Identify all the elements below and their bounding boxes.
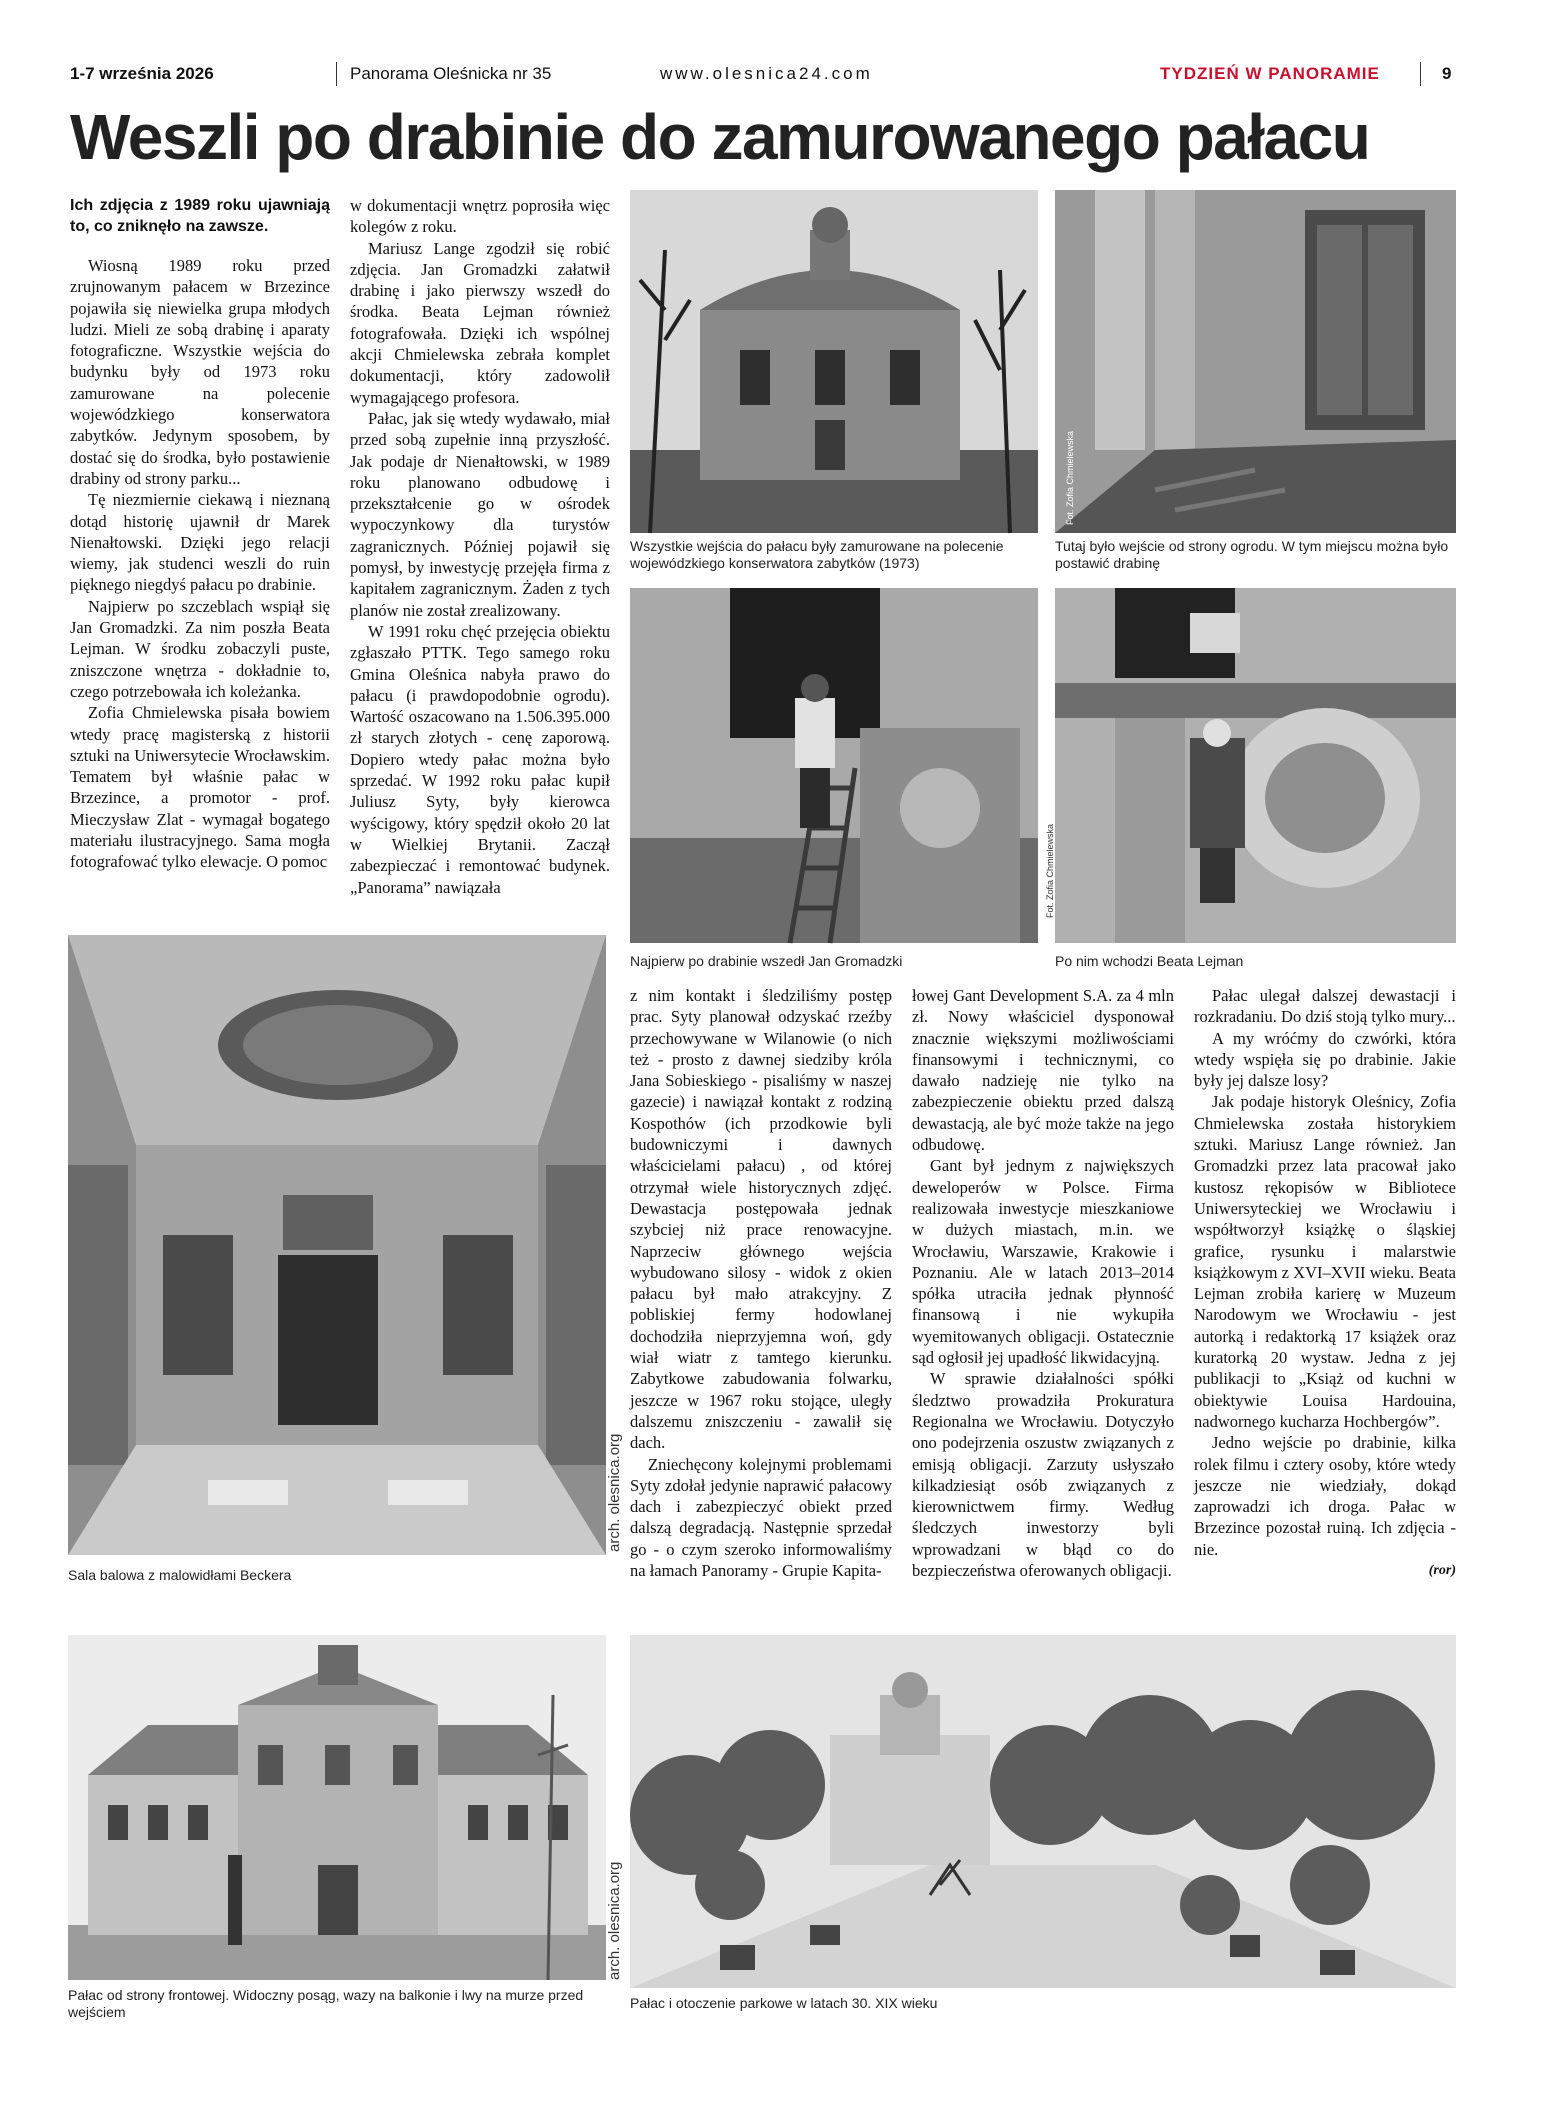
photo-palace-park bbox=[630, 1635, 1456, 1988]
page-number: 9 bbox=[1442, 64, 1452, 83]
photo-credit: arch. olesnica.org bbox=[606, 1861, 623, 1980]
woman-on-ladder-image bbox=[1055, 588, 1456, 943]
photo-garden-entrance bbox=[1055, 190, 1456, 533]
palace-facade-image bbox=[68, 1635, 606, 1980]
photo-caption: Po nim wchodzi Beata Lejman bbox=[1055, 953, 1244, 969]
photo-caption: Tutaj było wejście od strony ogrodu. W tym miejscu można było postawić drabinę bbox=[1055, 538, 1449, 571]
paragraph: W sprawie działalności spółki śledztwo prowadziła Prokuratura Regionalna we Wrocławiu. Dotyczyło ono podejrzenia oszustw związanych z emisją obligacji. Zarzuty usłyszało kilkadziesiąt osób związanych z kierownictwem firmy. Według śledczych inwestorzy byli wprowadzani w błąd co do bezpieczeństwa oferowanych obligacji. bbox=[912, 1369, 1174, 1581]
article-author: (ror) bbox=[1428, 1563, 1456, 1579]
paragraph: Gant był jednym z największych deweloperów w Polsce. Firma realizowała inwestycje mieszkaniowe w dużych miastach, m.in. we Wrocławiu, Warszawie, Krakowie i Poznaniu. Ale w latach 2013–2014 spółka utraciła jednak płynność finansową i nie wykupiła wyemitowanych obligacji. Ostatecznie sąd ogłosił jej upadłość likwidacyjną. bbox=[912, 1156, 1174, 1368]
palace-park-image bbox=[630, 1635, 1456, 1988]
website-link[interactable]: www.olesnica24.com bbox=[660, 64, 873, 83]
paragraph: A my wróćmy do czwórki, która wtedy wspięła się po drabinie. Jakie były jej dalsze losy? bbox=[1194, 1028, 1456, 1091]
article-lead: Ich zdjęcia z 1989 roku ujawniają to, co zniknęło na zawsze. bbox=[70, 197, 330, 235]
ballroom-interior-image bbox=[68, 935, 606, 1555]
header-divider bbox=[336, 62, 337, 86]
paragraph: Jak podaje historyk Oleśnicy, Zofia Chmielewska została historykiem sztuki. Mariusz Lange również. Jan Gromadzki przez lata pracował jako kustosz rękopisów w Bibliotece Uniwersyteckiej we Wrocławiu i współtworzył książkę o śląskiej grafice, rysunku i malarstwie książkowym z XVI–XVII wieku. Beata Lejman zrobiła karierę w Muzeum Narodowym we Wrocławiu - jest autorką i redaktorką 17 książek oraz kuratorką 20 wystaw. Jedna z jej publikacji to „Książ od kuchni w obiektywie Louisa Hardouina, nadwornego kucharza Hochbergów”. bbox=[1194, 1092, 1456, 1431]
photo-credit: Fot. Zofia Chmielewska bbox=[1065, 430, 1075, 525]
paragraph: Jedno wejście po drabinie, kilka rolek filmu i cztery osoby, które wtedy jeszcze nie wiedziały, dokąd zaprowadzi ich droga. Pałac w Brzezince pozostał ruiną. Ich zdjęcia - nie. bbox=[1194, 1433, 1456, 1559]
paragraph: w dokumentacji wnętrz poprosiła więc kolegów z roku. bbox=[350, 196, 610, 237]
photo-ruin-front bbox=[630, 190, 1038, 533]
paragraph: Zofia Chmielewska pisała bowiem wtedy pracę magisterską z historii sztuki na Uniwersytecie Wrocławskim. Tematem był właśnie pałac w Brzezince, a promotor - prof. Mieczysław Zlat - wymagał bogatego materiału ilustracyjnego. Sama mogła fotografować tylko elewacje. O pomoc bbox=[70, 703, 330, 872]
paragraph: Pałac, jak się wtedy wydawało, miał przed sobą zupełnie inną przyszłość. Jak podaje dr Nienałtowski, w 1989 roku planowano odbudowę i przekształcenie go w ośrodek wypoczynkowy dla turystów zagranicznych. Później pojawił się pomysł, by inwestycję przejęła firma z kapitałem zagranicznym. Żaden z tych planów nie został zrealizowany. bbox=[350, 408, 610, 620]
photo-caption: Najpierw po drabinie wszedł Jan Gromadzki bbox=[630, 953, 903, 969]
issue-name: Panorama Oleśnicka nr 35 bbox=[350, 64, 552, 83]
paragraph: W 1991 roku chęć przejęcia obiektu zgłaszało PTTK. Tego samego roku Gmina Oleśnica nabyła prawo do pałacu (i prawdopodobnie ogrodu). Wartość oszacowano na 1.506.395.000 zł starych złotych - cenę zaporową. Dopiero wtedy pałac można było sprzedać. W 1992 roku pałac kupił Juliusz Syty, były kierowca wyścigowy, który spędził około 20 lat w Wielkiej Brytanii. Zaczął zabezpieczać i remontować budynek. „Panorama” nawiązała bbox=[350, 621, 610, 897]
paragraph: z nim kontakt i śledziliśmy postęp prac. Syty planował odzyskać rzeźby przechowywane w Wilanowie (o nich też - prosto z dawnej siedziby króla Jana Sobieskiego - pisaliśmy w naszej gazecie) i nawiązał kontakt z rodziną Kospothów (ich przodkowie byli budowniczymi i dawnych właścicielami pałacu) , od której otrzymał wiele historycznych zdjęć. Dewastacja postępowała jednak szybciej niż prace renowacyjne. Naprzeciw głównego wejścia wybudowano silosy - widok z okien pałacu był mało atrakcyjny. Z pobliskiej fermy hodowlanej dochodziła nieprzyjemna woń, gdy wiał wiatr z tamtego kierunku. Zabytkowe zabudowania folwarku, jeszcze w 1967 roku stojące, uległy dalszemu zniszczeniu - zawalił się dach. bbox=[630, 986, 892, 1453]
garden-door-image bbox=[1055, 190, 1456, 533]
header-divider bbox=[1420, 62, 1421, 86]
paragraph: Pałac ulegał dalszej dewastacji i rozkradaniu. Do dziś stoją tylko mury... bbox=[1194, 986, 1456, 1027]
paragraph: Najpierw po szczeblach wspiął się Jan Gromadzki. Za nim poszła Beata Lejman. W środku zobaczyli puste, zniszczone wnętrza - dokładnie to, czego potrzebowała ich koleżanka. bbox=[70, 596, 330, 701]
section-label: TYDZIEŃ W PANORAMIE bbox=[1160, 64, 1380, 83]
photo-credit: arch. olesnica.org bbox=[606, 1433, 623, 1552]
photo-credit: Fot. Zofia Chmielewska bbox=[1045, 823, 1055, 918]
photo-caption: Pałac od strony frontowej. Widoczny posąg, wazy na balkonie i lwy na murze przed wejściem bbox=[68, 1987, 584, 2020]
paragraph: Wiosną 1989 roku przed zrujnowanym pałacem w Brzezince pojawiła się niewielka grupa młodych ludzi. Mieli ze sobą drabinę i aparaty fotograficzne. Wszystkie wejścia do budynku były od 1973 roku zamurowane na polecenie wojewódzkiego konserwatora zabytków. Jedynym sposobem, by dostać się do środka, było postawienie drabiny od strony parku... bbox=[70, 256, 330, 488]
man-on-ladder-image bbox=[630, 588, 1038, 943]
photo-caption: Sala balowa z malowidłami Beckera bbox=[68, 1567, 292, 1583]
paragraph: łowej Gant Development S.A. za 4 mln zł. Nowy właściciel dysponował znacznie większymi możliwościami finansowymi i technicznymi, co dawało nadzieję nie tylko na zabezpieczenie obiektu przed dalszą dewastacją, ale być może także na jego odbudowę. bbox=[912, 986, 1174, 1155]
paragraph: Zniechęcony kolejnymi problemami Syty zdołał jedynie naprawić pałacowy dach i zabezpieczyć obiekt przed dalszą degradacją. Następnie sprzedał go - o czym szeroko informowaliśmy na łamach Panoramy - Grupie Kapita- bbox=[630, 1454, 892, 1581]
article-column-4 bbox=[912, 985, 1174, 1581]
photo-lejman-ladder bbox=[1045, 588, 1456, 943]
photo-gromadzki-ladder bbox=[630, 588, 1038, 943]
article-title: Weszli po drabinie do zamurowanego pałacu bbox=[70, 101, 1370, 173]
photo-ballroom bbox=[68, 935, 606, 1555]
article-column-2 bbox=[350, 195, 610, 898]
article-column-3 bbox=[630, 985, 892, 1581]
paragraph: Mariusz Lange zgodził się robić zdjęcia. Jan Gromadzki załatwił drabinę i jako pierwszy wszedł do środka. Beata Lejman również fotografowała. Dzięki ich wspólnej akcji Chmielewska zebrała komplet dokumentacji, który zadowolił wymagającego profesora. bbox=[350, 238, 610, 407]
photo-caption: Pałac i otoczenie parkowe w latach 30. XIX wieku bbox=[630, 1995, 938, 2011]
article-column-1 bbox=[70, 195, 330, 873]
paragraph: Tę niezmiernie ciekawą i nieznaną dotąd historię ujawnił dr Marek Nienałtowski. Dzięki jego relacji wiemy, jak studenci weszli do ruin pięknego niegdyś pałacu po drabinie. bbox=[70, 490, 330, 595]
photo-palace-front bbox=[68, 1635, 606, 1980]
issue-date: 1-7 września 2026 bbox=[70, 64, 214, 83]
palace-ruin-image bbox=[630, 190, 1038, 533]
photo-caption: Wszystkie wejścia do pałacu były zamurowane na polecenie wojewódzkiego konserwatora zabytków (1973) bbox=[630, 538, 1004, 571]
article-column-5 bbox=[1194, 985, 1456, 1581]
